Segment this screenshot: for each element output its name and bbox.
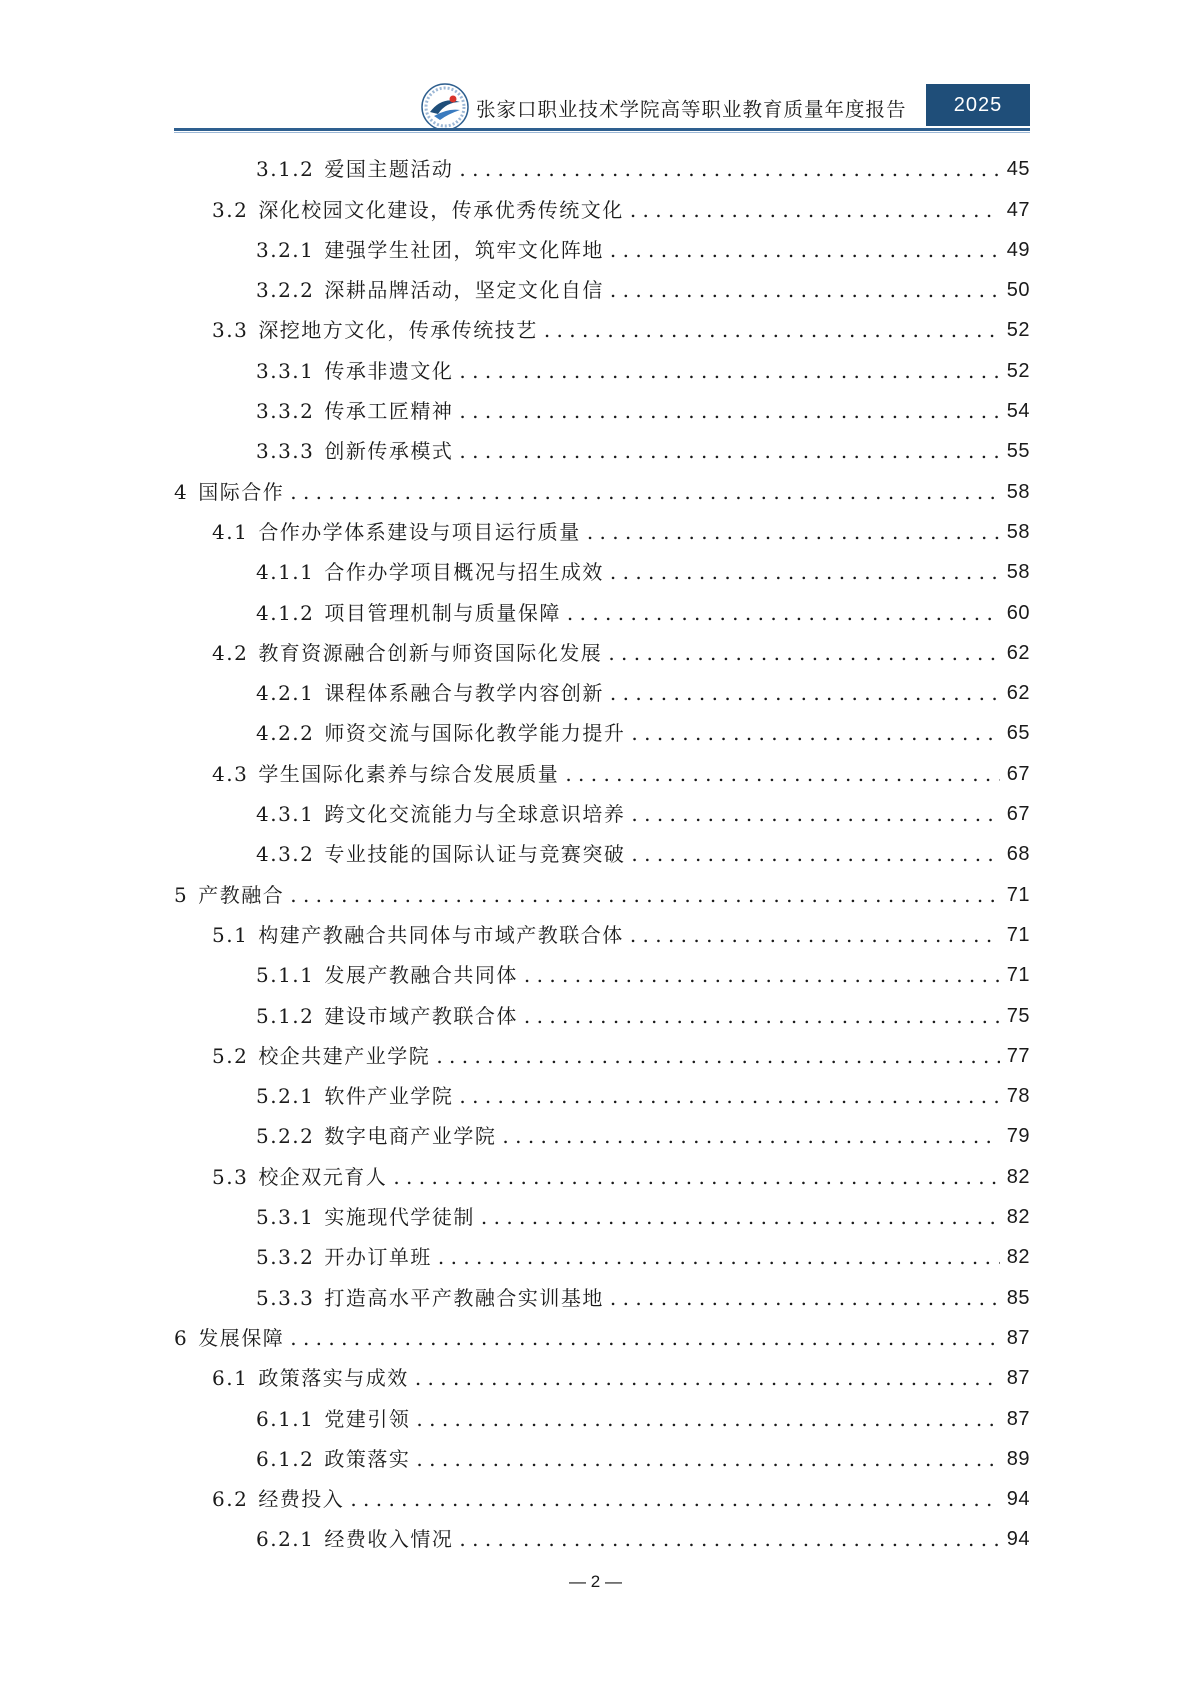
header-divider-thin bbox=[174, 132, 1030, 133]
toc-dot-leader bbox=[565, 762, 1000, 786]
toc-entry-title: 校企共建产业学院 bbox=[258, 1043, 431, 1068]
toc-entry-title: 开办订单班 bbox=[324, 1245, 432, 1270]
toc-entry-title: 合作办学项目概况与招生成效 bbox=[324, 560, 604, 585]
toc-dot-leader bbox=[415, 1366, 1000, 1390]
toc-entry-page: 45 bbox=[1006, 158, 1030, 181]
toc-entry[interactable] bbox=[174, 147, 1030, 187]
toc-entry-title: 经费投入 bbox=[258, 1487, 345, 1512]
toc-entry-page: 71 bbox=[1006, 883, 1030, 906]
toc-entry-number: 5.2.1 bbox=[256, 1084, 315, 1109]
toc-dot-leader bbox=[350, 1487, 1000, 1511]
toc-entry-title: 产教融合 bbox=[198, 882, 285, 907]
page-number: — 2 — bbox=[569, 1572, 622, 1591]
toc-entry[interactable] bbox=[174, 751, 1030, 791]
toc-entry-title: 建强学生社团，筑牢文化阵地 bbox=[324, 237, 604, 262]
toc-entry[interactable] bbox=[174, 348, 1030, 388]
toc-entry[interactable] bbox=[174, 550, 1030, 590]
toc-entry[interactable] bbox=[174, 389, 1030, 429]
toc-dot-leader bbox=[524, 963, 1000, 987]
toc-entry-number: 3.1.2 bbox=[256, 157, 315, 182]
toc-entry-number: 4.3.2 bbox=[256, 842, 315, 867]
toc-dot-leader bbox=[502, 1124, 1000, 1148]
toc-entry-page: 47 bbox=[1006, 198, 1030, 221]
toc-entry-number: 5 bbox=[174, 882, 189, 907]
toc-entry-page: 62 bbox=[1006, 682, 1030, 705]
toc-entry[interactable] bbox=[174, 308, 1030, 348]
toc-dot-leader bbox=[481, 1205, 1000, 1229]
toc-dot-leader bbox=[610, 681, 1000, 705]
toc-entry-number: 4.1.1 bbox=[256, 560, 315, 585]
toc-dot-leader bbox=[438, 1245, 1000, 1269]
toc-dot-leader bbox=[459, 1084, 1000, 1108]
toc-entry-page: 78 bbox=[1006, 1085, 1030, 1108]
toc-entry[interactable] bbox=[174, 1114, 1030, 1154]
toc-entry-page: 54 bbox=[1006, 400, 1030, 423]
toc-entry-page: 71 bbox=[1006, 923, 1030, 946]
toc-dot-leader bbox=[459, 359, 1000, 383]
toc-entry-title: 教育资源融合创新与师资国际化发展 bbox=[258, 640, 603, 665]
toc-entry-page: 82 bbox=[1006, 1206, 1030, 1229]
toc-dot-leader bbox=[459, 399, 1000, 423]
toc-entry[interactable] bbox=[174, 1356, 1030, 1396]
toc-entry-title: 发展产教融合共同体 bbox=[324, 963, 518, 988]
toc-entry[interactable] bbox=[174, 711, 1030, 751]
toc-entry-title: 爱国主题活动 bbox=[324, 157, 454, 182]
toc-entry-page: 55 bbox=[1006, 440, 1030, 463]
toc-entry-title: 经费收入情况 bbox=[324, 1527, 454, 1552]
toc-entry-page: 68 bbox=[1006, 843, 1030, 866]
toc-entry-page: 49 bbox=[1006, 238, 1030, 261]
toc-entry-number: 3.3 bbox=[212, 318, 249, 343]
toc-dot-leader bbox=[416, 1447, 1000, 1471]
toc-entry-number: 6.1 bbox=[212, 1366, 249, 1391]
toc-entry-number: 3.3.1 bbox=[256, 358, 315, 383]
toc-entry[interactable] bbox=[174, 268, 1030, 308]
toc-entry-page: 50 bbox=[1006, 279, 1030, 302]
toc-entry[interactable] bbox=[174, 228, 1030, 268]
toc-entry[interactable] bbox=[174, 832, 1030, 872]
toc-dot-leader bbox=[610, 1286, 1000, 1310]
toc-entry-title: 深化校园文化建设，传承优秀传统文化 bbox=[258, 197, 624, 222]
toc-entry-number: 4.2.2 bbox=[256, 721, 315, 746]
toc-entry-number: 6.1.1 bbox=[256, 1406, 315, 1431]
toc-entry-number: 6.2 bbox=[212, 1487, 249, 1512]
toc-entry-number: 5.2 bbox=[212, 1043, 249, 1068]
toc-entry-page: 94 bbox=[1006, 1528, 1030, 1551]
toc-entry-number: 5.3.1 bbox=[256, 1205, 315, 1230]
toc-entry-number: 5.2.2 bbox=[256, 1124, 315, 1149]
toc-entry[interactable] bbox=[174, 590, 1030, 630]
toc-entry[interactable] bbox=[174, 1477, 1030, 1517]
toc-entry-title: 课程体系融合与教学内容创新 bbox=[324, 681, 604, 706]
toc-entry-page: 87 bbox=[1006, 1367, 1030, 1390]
toc-entry-page: 77 bbox=[1006, 1044, 1030, 1067]
toc-entry-page: 82 bbox=[1006, 1165, 1030, 1188]
toc-entry-page: 67 bbox=[1006, 803, 1030, 826]
toc-dot-leader bbox=[290, 883, 1000, 907]
toc-entry-page: 58 bbox=[1006, 520, 1030, 543]
toc-entry[interactable] bbox=[174, 1235, 1030, 1275]
toc-dot-leader bbox=[459, 439, 1000, 463]
toc-entry-title: 发展保障 bbox=[198, 1325, 285, 1350]
toc-entry-number: 3.2.1 bbox=[256, 237, 315, 262]
toc-entry-number: 4.2.1 bbox=[256, 681, 315, 706]
toc-entry-page: 94 bbox=[1006, 1488, 1030, 1511]
college-logo-icon bbox=[420, 82, 470, 132]
toc-dot-leader bbox=[416, 1407, 1000, 1431]
toc-entry-page: 75 bbox=[1006, 1004, 1030, 1027]
toc-entry-page: 85 bbox=[1006, 1286, 1030, 1309]
toc-dot-leader bbox=[630, 198, 1000, 222]
toc-dot-leader bbox=[459, 157, 1000, 181]
toc-dot-leader bbox=[524, 1004, 1000, 1028]
toc-entry-page: 67 bbox=[1006, 762, 1030, 785]
toc-entry-number: 5.1.2 bbox=[256, 1003, 315, 1028]
toc-entry-title: 深挖地方文化，传承传统技艺 bbox=[258, 318, 538, 343]
toc-entry-number: 5.1.1 bbox=[256, 963, 315, 988]
year-badge: 2025 bbox=[926, 84, 1030, 126]
toc-entry-page: 65 bbox=[1006, 722, 1030, 745]
toc-entry-number: 4.1.2 bbox=[256, 600, 315, 625]
toc-entry-title: 打造高水平产教融合实训基地 bbox=[324, 1285, 604, 1310]
toc-entry-number: 4.1 bbox=[212, 519, 249, 544]
toc-dot-leader bbox=[610, 278, 1000, 302]
toc-entry-number: 6.2.1 bbox=[256, 1527, 315, 1552]
toc-entry-number: 3.2 bbox=[212, 197, 249, 222]
toc-entry-page: 87 bbox=[1006, 1326, 1030, 1349]
toc-entry-title: 跨文化交流能力与全球意识培养 bbox=[324, 802, 626, 827]
toc-entry-page: 60 bbox=[1006, 601, 1030, 624]
toc-entry-number: 6.1.2 bbox=[256, 1446, 315, 1471]
toc-entry-page: 58 bbox=[1006, 480, 1030, 503]
toc-entry-number: 4 bbox=[174, 479, 189, 504]
toc-entry-title: 政策落实与成效 bbox=[258, 1366, 409, 1391]
toc-dot-leader bbox=[610, 560, 1000, 584]
toc-dot-leader bbox=[567, 601, 1000, 625]
toc-entry-page: 87 bbox=[1006, 1407, 1030, 1430]
toc-dot-leader bbox=[610, 238, 1000, 262]
toc-entry[interactable] bbox=[174, 1316, 1030, 1356]
toc-entry-title: 学生国际化素养与综合发展质量 bbox=[258, 761, 560, 786]
report-title: 张家口职业技术学院高等职业教育质量年度报告 bbox=[476, 98, 907, 121]
table-of-contents bbox=[174, 147, 1030, 1557]
toc-entry[interactable] bbox=[174, 792, 1030, 832]
toc-entry-title: 实施现代学徒制 bbox=[324, 1205, 475, 1230]
toc-entry[interactable] bbox=[174, 953, 1030, 993]
toc-entry-title: 软件产业学院 bbox=[324, 1084, 454, 1109]
toc-entry-number: 5.3.2 bbox=[256, 1245, 315, 1270]
toc-dot-leader bbox=[436, 1044, 1000, 1068]
toc-dot-leader bbox=[630, 923, 1000, 947]
toc-entry-page: 79 bbox=[1006, 1125, 1030, 1148]
toc-entry[interactable] bbox=[174, 1437, 1030, 1477]
toc-entry[interactable] bbox=[174, 671, 1030, 711]
toc-entry-title: 政策落实 bbox=[324, 1446, 411, 1471]
toc-entry-page: 52 bbox=[1006, 359, 1030, 382]
toc-dot-leader bbox=[544, 318, 1000, 342]
toc-entry-title: 专业技能的国际认证与竞赛突破 bbox=[324, 842, 626, 867]
toc-entry-title: 合作办学体系建设与项目运行质量 bbox=[258, 519, 581, 544]
toc-entry-page: 58 bbox=[1006, 561, 1030, 584]
toc-entry-number: 5.3 bbox=[212, 1164, 249, 1189]
toc-dot-leader bbox=[459, 1527, 1000, 1551]
toc-entry-page: 52 bbox=[1006, 319, 1030, 342]
toc-dot-leader bbox=[587, 520, 1000, 544]
toc-entry[interactable] bbox=[174, 429, 1030, 469]
toc-entry-title: 深耕品牌活动，坚定文化自信 bbox=[324, 278, 604, 303]
toc-entry[interactable] bbox=[174, 993, 1030, 1033]
toc-entry-number: 3.3.2 bbox=[256, 399, 315, 424]
toc-entry-title: 传承工匠精神 bbox=[324, 399, 454, 424]
toc-entry-title: 建设市域产教联合体 bbox=[324, 1003, 518, 1028]
toc-entry-page: 89 bbox=[1006, 1447, 1030, 1470]
toc-entry[interactable] bbox=[174, 872, 1030, 912]
toc-entry-number: 4.2 bbox=[212, 640, 249, 665]
toc-entry-title: 构建产教融合共同体与市域产教联合体 bbox=[258, 922, 624, 947]
toc-entry-title: 传承非遗文化 bbox=[324, 358, 454, 383]
page-header bbox=[174, 82, 1030, 136]
toc-entry[interactable] bbox=[174, 913, 1030, 953]
toc-entry-title: 校企双元育人 bbox=[258, 1164, 388, 1189]
toc-entry-title: 国际合作 bbox=[198, 479, 285, 504]
toc-entry[interactable] bbox=[174, 1275, 1030, 1315]
toc-entry-page: 62 bbox=[1006, 641, 1030, 664]
toc-entry-title: 项目管理机制与质量保障 bbox=[324, 600, 561, 625]
toc-entry[interactable] bbox=[174, 510, 1030, 550]
toc-dot-leader bbox=[631, 802, 1000, 826]
toc-dot-leader bbox=[290, 480, 1000, 504]
toc-dot-leader bbox=[608, 641, 1000, 665]
toc-entry[interactable] bbox=[174, 1195, 1030, 1235]
toc-dot-leader bbox=[631, 842, 1000, 866]
toc-entry-title: 师资交流与国际化教学能力提升 bbox=[324, 721, 626, 746]
toc-entry-number: 5.1 bbox=[212, 922, 249, 947]
toc-dot-leader bbox=[290, 1326, 1000, 1350]
toc-entry-number: 5.3.3 bbox=[256, 1285, 315, 1310]
toc-entry-number: 6 bbox=[174, 1325, 189, 1350]
toc-entry-title: 党建引领 bbox=[324, 1406, 411, 1431]
toc-dot-leader bbox=[393, 1165, 1000, 1189]
toc-entry-page: 82 bbox=[1006, 1246, 1030, 1269]
toc-entry-number: 3.2.2 bbox=[256, 278, 315, 303]
toc-entry-number: 3.3.3 bbox=[256, 439, 315, 464]
toc-entry[interactable] bbox=[174, 631, 1030, 671]
toc-entry-title: 创新传承模式 bbox=[324, 439, 454, 464]
toc-entry[interactable] bbox=[174, 1074, 1030, 1114]
toc-entry[interactable] bbox=[174, 1154, 1030, 1194]
toc-dot-leader bbox=[631, 721, 1000, 745]
toc-entry[interactable] bbox=[174, 187, 1030, 227]
toc-entry-number: 4.3 bbox=[212, 761, 249, 786]
toc-entry[interactable] bbox=[174, 1034, 1030, 1074]
toc-entry[interactable] bbox=[174, 469, 1030, 509]
toc-entry-page: 71 bbox=[1006, 964, 1030, 987]
toc-entry-title: 数字电商产业学院 bbox=[324, 1124, 497, 1149]
toc-entry[interactable] bbox=[174, 1517, 1030, 1557]
toc-entry[interactable] bbox=[174, 1396, 1030, 1436]
toc-entry-number: 4.3.1 bbox=[256, 802, 315, 827]
header-divider bbox=[174, 128, 1030, 131]
